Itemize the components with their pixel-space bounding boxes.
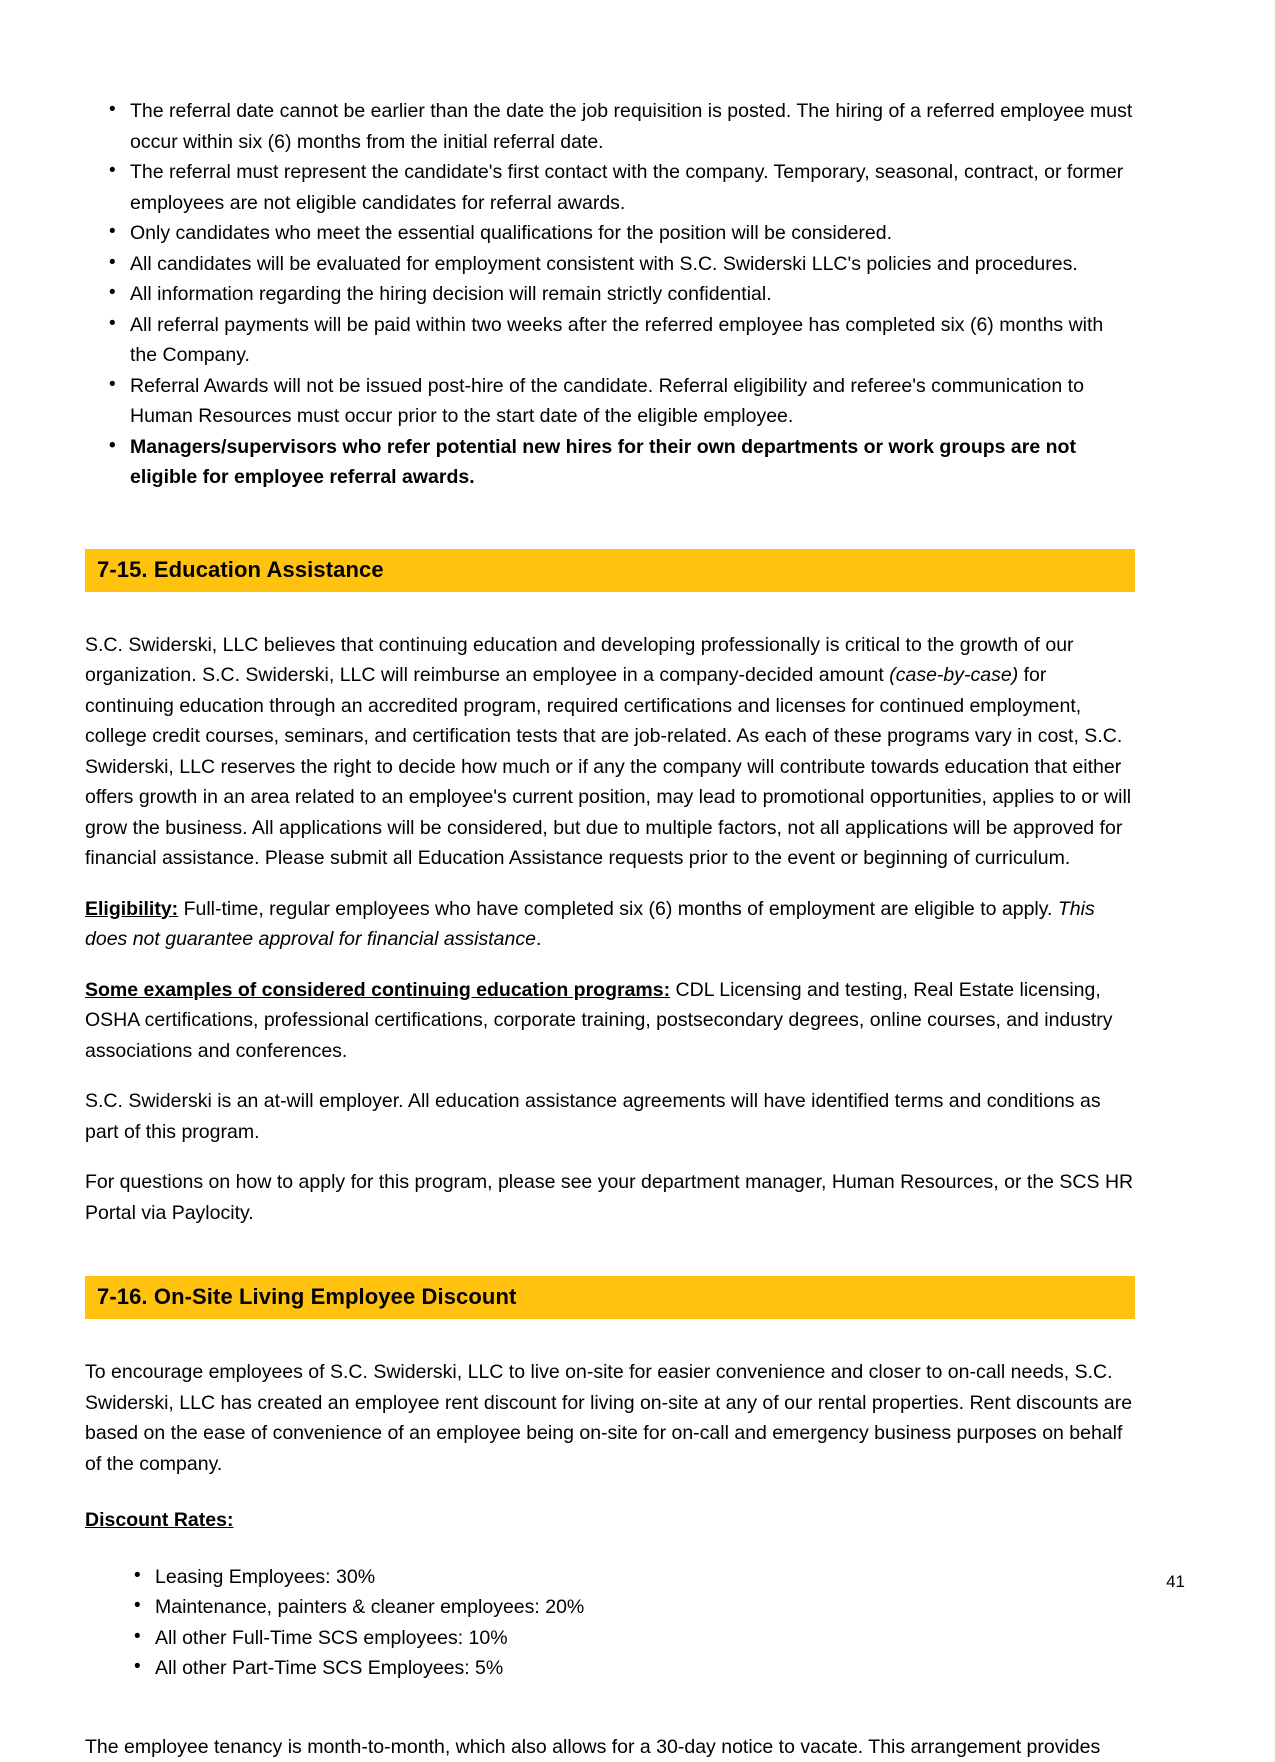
spacer [85, 874, 1135, 894]
examples-paragraph [85, 975, 1135, 1067]
eligibility-italic-note: This does not guarantee approval for financial assistance [85, 898, 1095, 951]
spacer [85, 955, 1135, 975]
list-item [85, 249, 1135, 280]
list-item [85, 1653, 1135, 1684]
list-item-text: Leasing Employees: 30% [155, 1566, 375, 1588]
eligibility-tail: . [536, 928, 541, 950]
list-item-text: Referral Awards will not be issued post-hire of the candidate. Referral eligibility and referee's communication to Human Resources must occur prior to the start date of the eligible employee. [130, 375, 1084, 428]
list-item-text: All candidates will be evaluated for employment consistent with S.C. Swiderski LLC's policies and procedures. [130, 253, 1078, 275]
eligibility-paragraph [85, 894, 1135, 955]
section-heading-education-assistance [85, 549, 1135, 592]
spacer [85, 493, 1135, 549]
section-title: 7-15. Education Assistance [97, 557, 1123, 583]
referral-requirements-list [85, 96, 1135, 493]
list-item-text: All referral payments will be paid within two weeks after the referred employee has completed six (6) months with the Company. [130, 314, 1103, 367]
education-intro-paragraph [85, 630, 1135, 874]
eligibility-text: Full-time, regular employees who have completed six (6) months of employment are eligible to apply. [178, 898, 1058, 920]
education-intro-italic: (case-by-case) [889, 664, 1018, 686]
list-item-text: All other Part-Time SCS Employees: 5% [155, 1657, 503, 1679]
spacer [85, 1536, 1135, 1562]
at-will-paragraph: S.C. Swiderski is an at-will employer. All education assistance agreements will have identified terms and conditions as part of this program. [85, 1086, 1135, 1147]
list-item [85, 157, 1135, 218]
section-title: 7-16. On-Site Living Employee Discount [97, 1284, 1123, 1310]
discount-rates-label-text: Discount Rates: [85, 1509, 233, 1531]
list-item [85, 371, 1135, 432]
list-item-text: The referral must represent the candidate's first contact with the company. Temporary, seasonal, contract, or former employees are not eligible candidates for referral awards. [130, 161, 1123, 214]
spacer [85, 1479, 1135, 1505]
list-item [85, 1562, 1135, 1593]
list-item-text: Only candidates who meet the essential qualifications for the position will be considered. [130, 222, 892, 244]
page-number: 41 [1166, 1572, 1185, 1592]
spacer [85, 1147, 1135, 1167]
onsite-intro-paragraph: To encourage employees of S.C. Swiderski, LLC to live on-site for easier convenience and closer to on-call needs, S.C. Swiderski, LLC has created an employee rent discount for living on-site at any of our rental properties. Rent discounts are based on the ease of convenience of an employee being on-site for on-call and emergency business purposes on behalf of the company. [85, 1357, 1135, 1479]
list-item [85, 310, 1135, 371]
list-item-text: All other Full-Time SCS employees: 10% [155, 1627, 508, 1649]
spacer [85, 1319, 1135, 1357]
education-intro-part2: for continuing education through an accredited program, required certifications and licenses for continued employment, college credit courses, seminars, and certification tests that are job-related. As each of these programs vary in cost, S.C. Swiderski, LLC reserves the right to decide how much or if any the company will contribute towards education that either offers growth in an area related to an employee's current position, may lead to promotional opportunities, applies to or will grow the business. All applications will be considered, but due to multiple factors, not all applications will be approved for financial assistance. Please submit all Education Assistance requests prior to the event or beginning of curriculum. [85, 664, 1131, 869]
spacer [85, 592, 1135, 630]
list-item-text: All information regarding the hiring decision will remain strictly confidential. [130, 283, 772, 305]
list-item-text: Managers/supervisors who refer potential new hires for their own departments or work groups are not eligible for employee referral awards. [130, 436, 1076, 489]
list-item [85, 432, 1135, 493]
spacer [85, 1684, 1135, 1732]
list-item [85, 1623, 1135, 1654]
examples-label: Some examples of considered continuing education programs: [85, 979, 670, 1001]
discount-rates-label [85, 1505, 1135, 1536]
list-item-text: Maintenance, painters & cleaner employees: 20% [155, 1596, 584, 1618]
questions-paragraph: For questions on how to apply for this program, please see your department manager, Human Resources, or the SCS HR Portal via Paylocity. [85, 1167, 1135, 1228]
eligibility-label: Eligibility: [85, 898, 178, 920]
tenancy-paragraph: The employee tenancy is month-to-month, which also allows for a 30-day notice to vacate. This arrangement provides [85, 1732, 1135, 1762]
education-intro-part1: S.C. Swiderski, LLC believes that continuing education and developing professionally is critical to the growth of our organization. S.C. Swiderski, LLC will reimburse an employee in a company-decided amount [85, 634, 1074, 687]
page-content [85, 96, 1135, 1762]
list-item [85, 96, 1135, 157]
spacer [85, 1066, 1135, 1086]
list-item [85, 218, 1135, 249]
list-item [85, 279, 1135, 310]
list-item [85, 1592, 1135, 1623]
examples-text: CDL Licensing and testing, Real Estate licensing, OSHA certifications, professional certifications, corporate training, postsecondary degrees, online courses, and industry associations and conferences. [85, 979, 1113, 1062]
spacer [85, 1228, 1135, 1276]
list-item-text: The referral date cannot be earlier than the date the job requisition is posted. The hiring of a referred employee must occur within six (6) months from the initial referral date. [130, 100, 1132, 153]
section-heading-onsite-living-discount [85, 1276, 1135, 1319]
discount-rates-list [85, 1562, 1135, 1684]
